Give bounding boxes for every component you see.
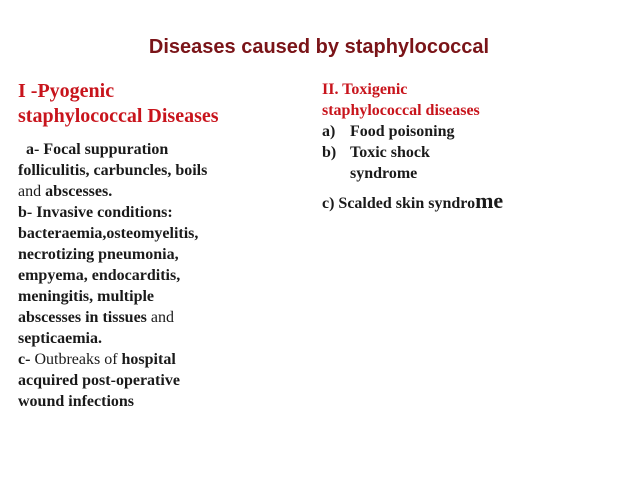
toxigenic-heading: II. Toxigenic staphylococcal diseases [322, 81, 480, 119]
list-item-continuation: syndrome [350, 165, 418, 182]
toxigenic-list [322, 121, 622, 214]
slide-title: Diseases caused by staphylococcal [148, 36, 490, 58]
invasive-conditions-item: b- Invasive conditions: bacteraemia,osteomyelitis, necrotizing pneumonia, empyema, endocarditis, meningitis, multiple abscesses in tissues and septicaemia. [18, 204, 199, 347]
focal-suppuration-item: a- Focal suppuration folliculitis, carbuncles, boils and abscesses. [18, 141, 208, 200]
pyogenic-heading: I -Pyogenic staphylococcal Diseases [18, 80, 219, 127]
toxigenic-section [322, 79, 622, 214]
list-item: b) Toxic shock [322, 144, 430, 161]
scalded-skin-item: c) Scalded skin syndrome [322, 188, 504, 213]
list-item: a) Food poisoning [322, 123, 455, 140]
pyogenic-section [18, 79, 308, 412]
hospital-outbreaks-item: c- Outbreaks of hospital acquired post-operative wound infections [18, 351, 180, 410]
